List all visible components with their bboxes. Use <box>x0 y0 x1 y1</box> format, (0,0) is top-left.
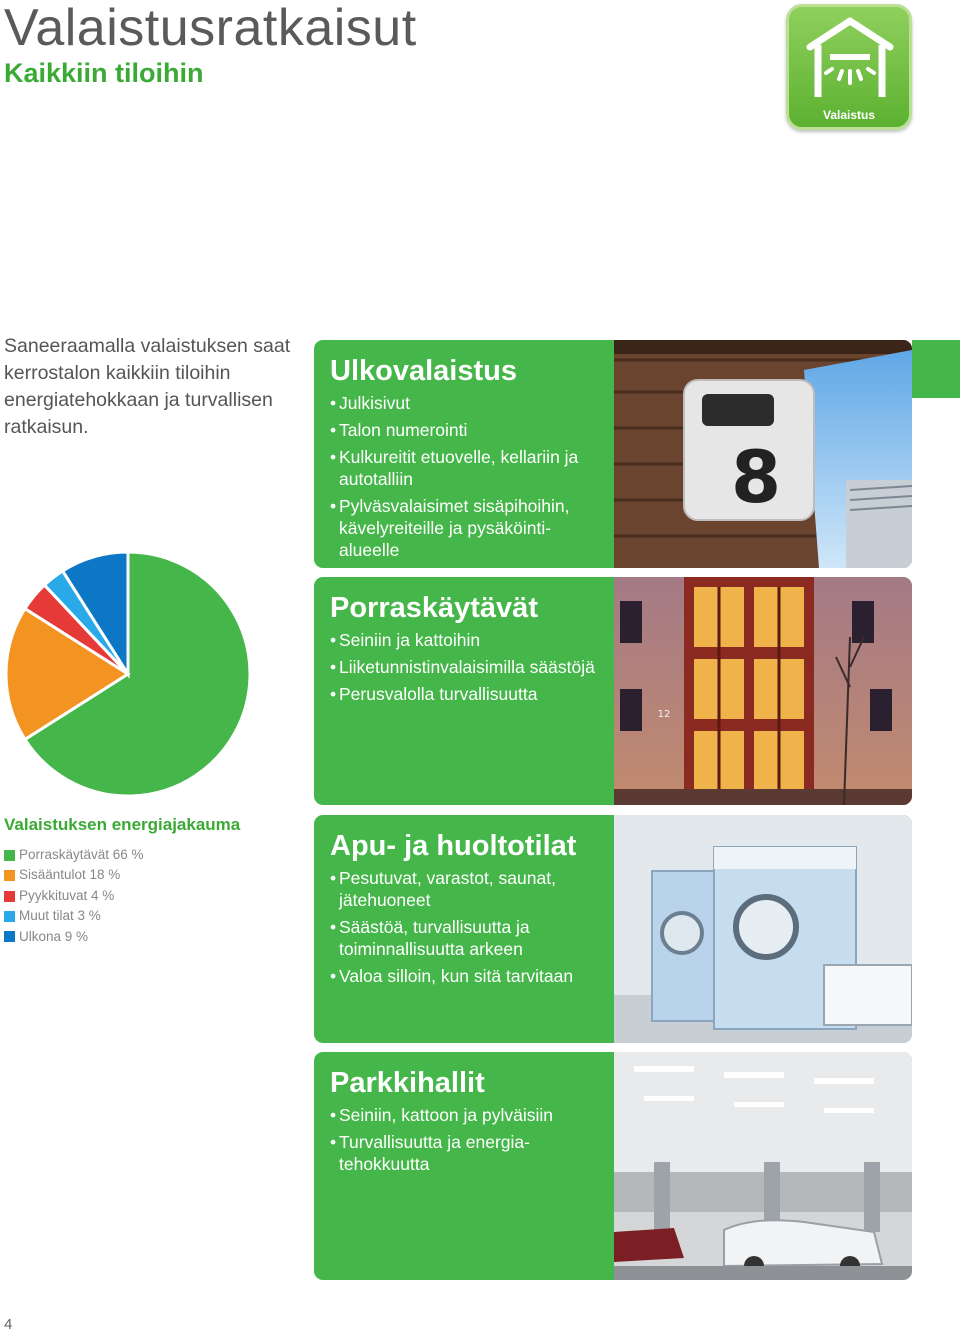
laundry-room-photo <box>614 815 912 1043</box>
building-number-label: 12 <box>657 709 671 720</box>
chart-legend <box>4 845 144 947</box>
legend-label: Muut tilat 3 % <box>19 908 101 924</box>
panel-parkkihallit <box>314 1052 912 1280</box>
legend-label: Sisääntulot 18 % <box>19 867 121 883</box>
legend-label: Pyykkituvat 4 % <box>19 887 115 903</box>
legend-label: Porraskäytävät 66 % <box>19 847 144 862</box>
panel-heading: Porraskäytävät <box>330 592 538 624</box>
legend-swatch <box>4 891 15 902</box>
legend-swatch <box>4 870 15 881</box>
bullet-item: • Seiniin ja kattoihin <box>330 629 610 651</box>
bullet-item: • Perusvalolla turvallisuutta <box>330 683 610 705</box>
legend-swatch <box>4 931 15 942</box>
bullet-item: • Pylväsvalaisimet sisäpihoihin, kävelyreiteille ja pysäköinti-alueelle <box>330 495 610 561</box>
bullet-item: • Pesutuvat, varastot, saunat, jätehuoneet <box>330 867 610 911</box>
bullet-item: • Valoa silloin, kun sitä tarvitaan <box>330 965 610 987</box>
bullet-list <box>330 392 610 561</box>
chart-title: Valaistuksen energiajakauma <box>4 815 241 834</box>
legend-item <box>4 845 144 865</box>
legend-item <box>4 927 144 947</box>
legend-swatch <box>4 850 15 861</box>
bullet-list <box>330 867 610 987</box>
bullet-item: • Talon numerointi <box>330 419 610 441</box>
side-tab <box>912 340 960 398</box>
legend-item <box>4 865 144 885</box>
house-number-photo <box>614 340 912 568</box>
logo-label: Valaistus <box>822 108 876 122</box>
bullet-item: • Seiniin, kattoon ja pylväisiin <box>330 1104 610 1126</box>
energy-pie-chart <box>2 548 254 800</box>
bullet-list <box>330 629 610 705</box>
bullet-item: • Säästöä, turvallisuutta ja toiminnallisuutta arkeen <box>330 916 610 960</box>
parking-garage-photo <box>614 1052 912 1280</box>
panel-heading: Ulkovalaistus <box>330 355 517 387</box>
panel-heading: Apu- ja huoltotilat <box>330 830 577 862</box>
panel-porraskaytavat <box>314 577 912 805</box>
legend-swatch <box>4 911 15 922</box>
panel-heading: Parkkihallit <box>330 1067 485 1099</box>
page-subtitle: Kaikkiin tiloihin <box>4 58 204 88</box>
bullet-item: • Turvallisuutta ja energia-tehokkuutta <box>330 1131 610 1175</box>
bullet-item: • Julkisivut <box>330 392 610 414</box>
house-lamp-icon <box>802 17 898 99</box>
panel-apu-ja-huoltotilat <box>314 815 912 1043</box>
stairwell-photo <box>614 577 912 805</box>
bullet-item: • Liiketunnistinvalaisimilla säästöjä <box>330 656 610 678</box>
page-number: 4 <box>4 1316 13 1333</box>
legend-label: Ulkona 9 % <box>19 928 89 944</box>
panel-ulkovalaistus <box>314 340 912 568</box>
bullet-item: • Kulkureitit etuovelle, kellariin ja autotalliin <box>330 446 610 490</box>
bullet-list <box>330 1104 610 1175</box>
legend-item <box>4 906 144 926</box>
valaistus-logo <box>786 4 912 130</box>
house-number-label: 8 <box>730 435 782 519</box>
intro-text: Saneeraamalla valaistuksen saat kerrostalon kaikkiin tiloihin energiatehokkaan ja turvallisen ratkaisun. <box>4 335 291 438</box>
legend-item <box>4 886 144 906</box>
page-title: Valaistusratkaisut <box>4 0 417 57</box>
